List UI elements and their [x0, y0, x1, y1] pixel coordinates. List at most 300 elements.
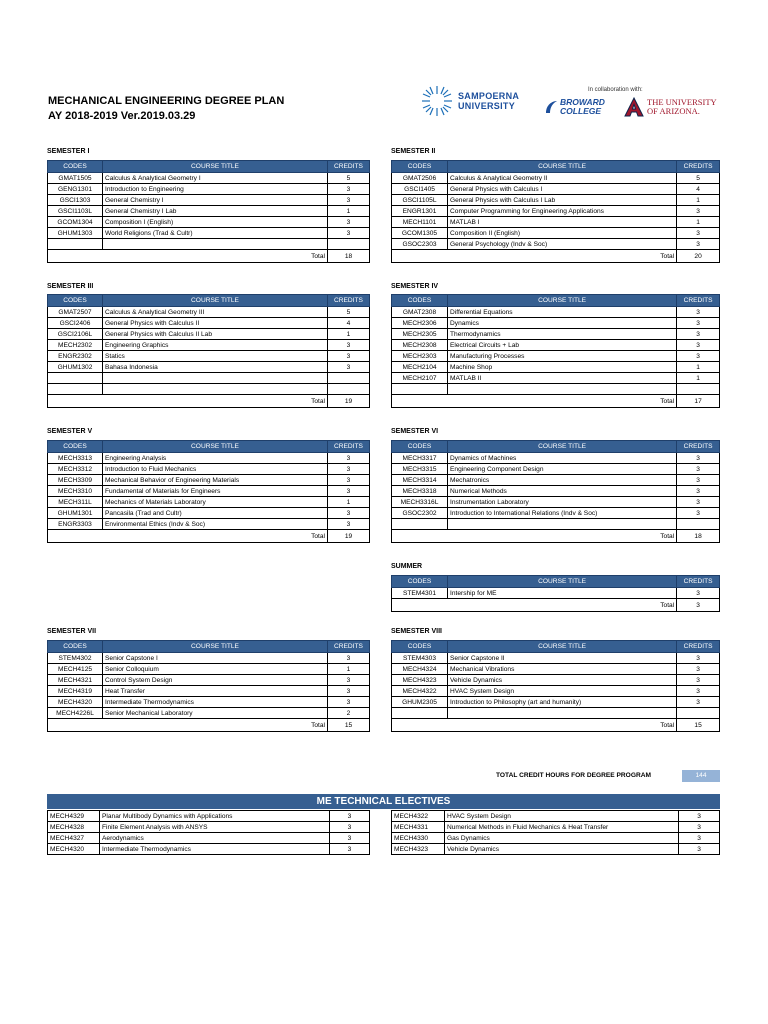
course-title: Introduction to Engineering [103, 184, 328, 195]
course-title: Senior Capstone I [103, 653, 328, 664]
course-row [392, 184, 720, 195]
credits-header: CREDITS [677, 576, 720, 588]
semester-2-label: SEMESTER II [391, 148, 436, 155]
course-title: General Physics with Calculus I Lab [448, 195, 677, 206]
course-row [48, 686, 370, 697]
course-credits: 3 [328, 351, 370, 362]
course-row [392, 664, 720, 675]
title-line-1: MECHANICAL ENGINEERING DEGREE PLAN [48, 95, 285, 107]
elective-code: MECH4329 [48, 811, 100, 822]
course-title: MATLAB II [448, 373, 677, 384]
course-code: MECH311L [48, 497, 103, 508]
course-title [448, 384, 677, 395]
course-title: Differential Equations [448, 307, 677, 318]
credits-header: CREDITS [328, 295, 370, 307]
elective-credits: 3 [330, 844, 370, 855]
course-row [392, 340, 720, 351]
course-code: STEM4301 [392, 588, 448, 599]
technical-electives-title: ME TECHNICAL ELECTIVES [47, 794, 720, 809]
total-row-blank [392, 530, 448, 543]
course-row [392, 206, 720, 217]
course-title: Mechanics of Materials Laboratory [103, 497, 328, 508]
course-code: MECH3318 [392, 486, 448, 497]
course-title: Senior Mechanical Laboratory [103, 708, 328, 719]
course-title [448, 519, 677, 530]
course-credits: 3 [328, 686, 370, 697]
course-title: Intermediate Thermodynamics [103, 697, 328, 708]
course-code: GSCI1105L [392, 195, 448, 206]
elective-code: MECH4331 [392, 822, 445, 833]
course-credits: 3 [677, 664, 720, 675]
course-credits [328, 373, 370, 384]
course-credits: 1 [677, 217, 720, 228]
credits-header: CREDITS [328, 441, 370, 453]
course-title-header: COURSE TITLE [103, 295, 328, 307]
course-row [392, 373, 720, 384]
course-title-header: COURSE TITLE [103, 441, 328, 453]
course-code: GHUM1303 [48, 228, 103, 239]
table-header-row [392, 161, 720, 173]
course-row [48, 351, 370, 362]
course-credits: 1 [677, 373, 720, 384]
credits-header: CREDITS [677, 295, 720, 307]
course-title: Intership for ME [448, 588, 677, 599]
course-row [392, 464, 720, 475]
course-row [392, 475, 720, 486]
course-title: General Chemistry I [103, 195, 328, 206]
course-title: Environmental Ethics (Indv & Soc) [103, 519, 328, 530]
course-credits: 1 [328, 497, 370, 508]
course-row [48, 362, 370, 373]
course-title: Control System Design [103, 675, 328, 686]
course-row [48, 307, 370, 318]
semester-6-table [391, 440, 720, 543]
broward-wordmark: BROWARD COLLEGE [560, 97, 605, 116]
course-row [392, 329, 720, 340]
course-title: Machine Shop [448, 362, 677, 373]
elective-credits: 3 [330, 833, 370, 844]
course-title-header: COURSE TITLE [448, 641, 677, 653]
sunburst-icon [420, 84, 454, 118]
collab-label: In collaboration with: [588, 87, 643, 93]
course-code [392, 708, 448, 719]
course-code: GMAT2506 [392, 173, 448, 184]
elective-title: Intermediate Thermodynamics [100, 844, 330, 855]
course-code: GMAT1505 [48, 173, 103, 184]
total-label: Total [103, 719, 328, 732]
course-code: MECH3309 [48, 475, 103, 486]
semester-5-table [47, 440, 370, 543]
course-credits: 1 [677, 195, 720, 206]
course-title: Manufacturing Processes [448, 351, 677, 362]
course-title: Dynamics [448, 318, 677, 329]
course-credits: 3 [328, 195, 370, 206]
total-row-blank [392, 395, 448, 408]
course-title: Engineering Analysis [103, 453, 328, 464]
elective-row [48, 811, 370, 822]
course-row [392, 217, 720, 228]
total-row-blank [392, 599, 448, 612]
total-label: Total [103, 250, 328, 263]
course-credits: 3 [328, 362, 370, 373]
course-row [48, 675, 370, 686]
total-row [392, 530, 720, 543]
elective-row [392, 811, 720, 822]
course-credits [677, 519, 720, 530]
course-credits: 3 [677, 686, 720, 697]
course-row [48, 184, 370, 195]
course-credits: 3 [677, 351, 720, 362]
course-title-header: COURSE TITLE [448, 441, 677, 453]
semester-2-table [391, 160, 720, 263]
course-code: GHUM1301 [48, 508, 103, 519]
course-title: Computer Programming for Engineering Applications [448, 206, 677, 217]
credits-header: CREDITS [677, 641, 720, 653]
course-title: General Chemistry I Lab [103, 206, 328, 217]
credits-header: CREDITS [328, 641, 370, 653]
elective-row [48, 822, 370, 833]
summer-table [391, 575, 720, 612]
course-row [392, 173, 720, 184]
course-row [392, 239, 720, 250]
course-code: GSCI2106L [48, 329, 103, 340]
course-row [48, 318, 370, 329]
total-credits: 17 [677, 395, 720, 408]
course-credits: 3 [677, 206, 720, 217]
arizona-a-icon [624, 97, 644, 117]
course-row [48, 464, 370, 475]
course-credits: 3 [677, 228, 720, 239]
codes-header: CODES [392, 576, 448, 588]
credits-header: CREDITS [677, 441, 720, 453]
arizona-wordmark: THE UNIVERSITY OF ARIZONA. [647, 97, 717, 116]
course-code: MECH4320 [48, 697, 103, 708]
elective-title: Aerodynamics [100, 833, 330, 844]
elective-row [392, 833, 720, 844]
course-credits: 3 [328, 184, 370, 195]
codes-header: CODES [392, 161, 448, 173]
course-row [392, 697, 720, 708]
course-credits: 5 [328, 173, 370, 184]
total-label: Total [448, 250, 677, 263]
total-label: Total [103, 530, 328, 543]
semester-5-label: SEMESTER V [47, 428, 93, 435]
course-code [48, 384, 103, 395]
course-title: Electrical Circuits + Lab [448, 340, 677, 351]
course-row [48, 329, 370, 340]
course-row [48, 239, 370, 250]
course-title: Senior Capstone II [448, 653, 677, 664]
course-title: Heat Transfer [103, 686, 328, 697]
course-title [103, 239, 328, 250]
elective-credits: 3 [679, 833, 720, 844]
total-row-blank [48, 395, 103, 408]
course-row [48, 217, 370, 228]
sampoerna-wordmark: SAMPOERNA UNIVERSITY [458, 91, 520, 111]
course-code: GSCI1103L [48, 206, 103, 217]
codes-header: CODES [392, 441, 448, 453]
semester-7-label: SEMESTER VII [47, 628, 97, 635]
course-credits: 2 [328, 708, 370, 719]
course-row [48, 497, 370, 508]
course-title: Engineering Graphics [103, 340, 328, 351]
course-title: Senior Colloquium [103, 664, 328, 675]
course-title: Bahasa Indonesia [103, 362, 328, 373]
course-code: GMAT2308 [392, 307, 448, 318]
course-code: ENGR1301 [392, 206, 448, 217]
course-row [48, 508, 370, 519]
course-credits: 3 [677, 588, 720, 599]
broward-swoosh-icon [544, 99, 558, 115]
semester-3-label: SEMESTER III [47, 283, 94, 290]
course-credits [677, 384, 720, 395]
course-row [392, 384, 720, 395]
course-code: MECH4322 [392, 686, 448, 697]
elective-code: MECH4320 [48, 844, 100, 855]
total-row [48, 395, 370, 408]
total-row [392, 719, 720, 732]
course-code: MECH2305 [392, 329, 448, 340]
total-row [392, 395, 720, 408]
course-credits: 3 [677, 497, 720, 508]
course-row [392, 351, 720, 362]
table-header-row [392, 441, 720, 453]
course-title: Composition I (English) [103, 217, 328, 228]
course-row [48, 384, 370, 395]
course-title: Thermodynamics [448, 329, 677, 340]
total-credits: 18 [328, 250, 370, 263]
course-title: Engineering Component Design [448, 464, 677, 475]
course-credits: 3 [677, 453, 720, 464]
course-code: MECH3317 [392, 453, 448, 464]
course-credits: 3 [677, 318, 720, 329]
elective-code: MECH4322 [392, 811, 445, 822]
course-title: Dynamics of Machines [448, 453, 677, 464]
electives-left-table [47, 810, 370, 855]
total-row-blank [392, 719, 448, 732]
course-credits: 3 [328, 675, 370, 686]
course-credits: 3 [328, 228, 370, 239]
table-header-row [392, 576, 720, 588]
table-header-row [48, 441, 370, 453]
course-code: MECH4321 [48, 675, 103, 686]
course-code: MECH3315 [392, 464, 448, 475]
course-credits: 3 [328, 508, 370, 519]
course-code: ENGR3303 [48, 519, 103, 530]
elective-code: MECH4323 [392, 844, 445, 855]
table-header-row [392, 295, 720, 307]
total-label: Total [103, 395, 328, 408]
semester-1-table [47, 160, 370, 263]
elective-credits: 3 [679, 844, 720, 855]
course-code: GHUM2305 [392, 697, 448, 708]
course-code: GCOM1304 [48, 217, 103, 228]
course-credits: 3 [328, 486, 370, 497]
course-code: GSCI2406 [48, 318, 103, 329]
course-credits: 3 [328, 697, 370, 708]
codes-header: CODES [392, 295, 448, 307]
elective-title: Planar Multibody Dynamics with Applications [100, 811, 330, 822]
course-credits: 3 [677, 653, 720, 664]
course-credits: 1 [677, 362, 720, 373]
course-code [48, 373, 103, 384]
course-code: STEM4302 [48, 653, 103, 664]
course-credits: 5 [328, 307, 370, 318]
course-code: MECH2107 [392, 373, 448, 384]
course-row [392, 486, 720, 497]
course-title: MATLAB I [448, 217, 677, 228]
course-title: Calculus & Analytical Geometry III [103, 307, 328, 318]
course-title: General Psychology (Indv & Soc) [448, 239, 677, 250]
course-code: GMAT2507 [48, 307, 103, 318]
course-credits [677, 708, 720, 719]
course-row [48, 195, 370, 206]
credits-header: CREDITS [677, 161, 720, 173]
course-title [103, 384, 328, 395]
course-code: GSOC2302 [392, 508, 448, 519]
university-of-arizona-logo [624, 97, 717, 117]
course-row [48, 653, 370, 664]
course-credits: 3 [328, 464, 370, 475]
title-line-2: AY 2018-2019 Ver.2019.03.29 [48, 110, 196, 122]
total-label: Total [448, 395, 677, 408]
course-row [392, 318, 720, 329]
course-row [48, 475, 370, 486]
course-row [392, 653, 720, 664]
elective-row [48, 833, 370, 844]
course-credits: 3 [677, 508, 720, 519]
semester-4-table [391, 294, 720, 408]
course-credits: 1 [328, 206, 370, 217]
course-row [48, 697, 370, 708]
course-title: Mechanical Vibrations [448, 664, 677, 675]
course-title: General Physics with Calculus II [103, 318, 328, 329]
codes-header: CODES [48, 441, 103, 453]
total-row-blank [48, 719, 103, 732]
course-credits: 3 [328, 340, 370, 351]
course-credits: 3 [677, 486, 720, 497]
course-title: Introduction to Fluid Mechanics [103, 464, 328, 475]
total-credit-hours-value: 144 [682, 770, 720, 782]
course-title: HVAC System Design [448, 686, 677, 697]
course-credits: 3 [677, 340, 720, 351]
elective-title: HVAC System Design [444, 811, 678, 822]
course-credits: 3 [677, 464, 720, 475]
course-credits: 5 [677, 173, 720, 184]
course-row [392, 453, 720, 464]
course-title: Composition II (English) [448, 228, 677, 239]
course-title: Mechanical Behavior of Engineering Materials [103, 475, 328, 486]
semester-8-label: SEMESTER VIII [391, 628, 442, 635]
course-code: MECH2303 [392, 351, 448, 362]
total-credit-hours-label: TOTAL CREDIT HOURS FOR DEGREE PROGRAM [496, 772, 651, 779]
course-code: MECH1101 [392, 217, 448, 228]
elective-row [48, 844, 370, 855]
elective-title: Numerical Methods in Fluid Mechanics & Heat Transfer [444, 822, 678, 833]
course-credits: 3 [677, 329, 720, 340]
total-row [48, 250, 370, 263]
course-title: Introduction to International Relations (Indv & Soc) [448, 508, 677, 519]
course-row [392, 362, 720, 373]
course-row [48, 453, 370, 464]
course-code: MECH2104 [392, 362, 448, 373]
semester-1-label: SEMESTER I [47, 148, 90, 155]
elective-code: MECH4327 [48, 833, 100, 844]
course-row [48, 206, 370, 217]
summer-label: SUMMER [391, 563, 423, 570]
course-credits [328, 239, 370, 250]
course-title: General Physics with Calculus I [448, 184, 677, 195]
elective-credits: 3 [330, 811, 370, 822]
course-row [392, 519, 720, 530]
table-header-row [48, 641, 370, 653]
elective-row [392, 822, 720, 833]
total-label: Total [448, 599, 677, 612]
course-row [48, 173, 370, 184]
course-row [48, 228, 370, 239]
elective-credits: 3 [330, 822, 370, 833]
codes-header: CODES [48, 641, 103, 653]
course-credits: 3 [328, 475, 370, 486]
total-credits: 15 [328, 719, 370, 732]
course-title [103, 373, 328, 384]
course-row [392, 708, 720, 719]
semester-7-table [47, 640, 370, 732]
course-row [48, 519, 370, 530]
electives-right-table [391, 810, 720, 855]
total-credits: 19 [328, 530, 370, 543]
course-code [48, 239, 103, 250]
total-row [48, 530, 370, 543]
course-title: Fundamental of Materials for Engineers [103, 486, 328, 497]
elective-code: MECH4328 [48, 822, 100, 833]
course-title: Mechatronics [448, 475, 677, 486]
course-title: Calculus & Analytical Geometry I [103, 173, 328, 184]
course-row [48, 664, 370, 675]
total-row-blank [48, 530, 103, 543]
course-code: MECH3310 [48, 486, 103, 497]
course-row [48, 340, 370, 351]
course-credits: 3 [328, 519, 370, 530]
course-title: Numerical Methods [448, 486, 677, 497]
course-code: MECH4323 [392, 675, 448, 686]
course-code: MECH2306 [392, 318, 448, 329]
course-credits: 3 [328, 217, 370, 228]
elective-row [392, 844, 720, 855]
course-title-header: COURSE TITLE [448, 295, 677, 307]
course-code: GCOM1305 [392, 228, 448, 239]
elective-title: Vehicle Dynamics [444, 844, 678, 855]
total-credits: 18 [677, 530, 720, 543]
course-code: GENG1301 [48, 184, 103, 195]
course-row [48, 708, 370, 719]
course-credits: 3 [677, 675, 720, 686]
semester-8-table [391, 640, 720, 732]
course-title: Calculus & Analytical Geometry II [448, 173, 677, 184]
course-credits: 3 [328, 453, 370, 464]
total-row-blank [48, 250, 103, 263]
course-row [392, 588, 720, 599]
sampoerna-university-logo [420, 84, 519, 118]
course-credits: 3 [677, 239, 720, 250]
course-title: Vehicle Dynamics [448, 675, 677, 686]
total-credits: 15 [677, 719, 720, 732]
course-credits: 3 [328, 653, 370, 664]
table-header-row [392, 641, 720, 653]
course-code: GHUM1302 [48, 362, 103, 373]
course-title-header: COURSE TITLE [448, 576, 677, 588]
course-credits: 1 [328, 664, 370, 675]
